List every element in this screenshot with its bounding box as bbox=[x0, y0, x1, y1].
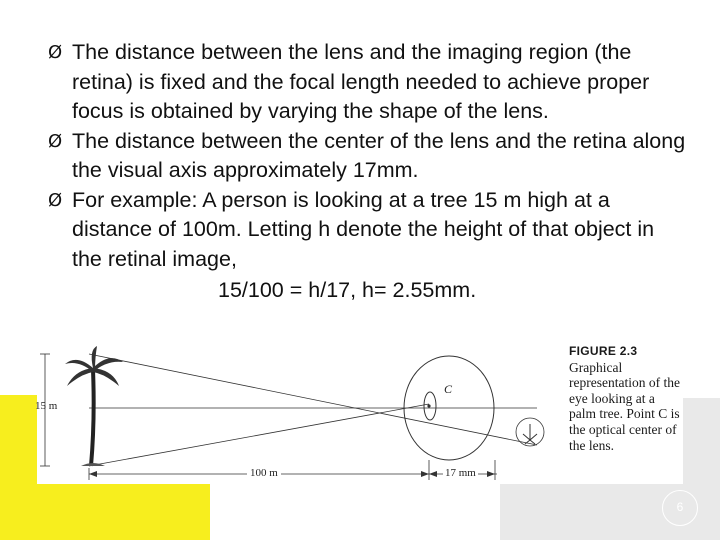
slide-body bbox=[48, 38, 688, 327]
arrow-bullet-icon: Ø bbox=[48, 130, 63, 152]
bullet-item bbox=[48, 127, 688, 186]
figure-panel bbox=[37, 340, 683, 484]
center-point-label: C bbox=[444, 382, 453, 396]
arrow-bullet-icon: Ø bbox=[48, 189, 63, 211]
inverted-tree-icon bbox=[523, 424, 537, 444]
focal-length-label: 17 mm bbox=[445, 467, 476, 479]
ray-bottom-line bbox=[89, 404, 429, 466]
bullet-item bbox=[48, 186, 688, 275]
distance-label: 100 m bbox=[247, 467, 281, 479]
figure-caption bbox=[569, 344, 683, 453]
ray-top-line bbox=[89, 354, 537, 445]
bullet-item bbox=[48, 38, 688, 127]
height-label: 15 m bbox=[35, 400, 58, 412]
palm-tree-icon bbox=[65, 346, 123, 466]
caption-text: Graphical representation of the eye looking at a palm tree. Point C is the optical center of the lens. bbox=[569, 359, 680, 453]
page-number-badge: 6 bbox=[662, 490, 698, 526]
bullet-text: The distance between the lens and the imaging region (the retina) is fixed and the focal length needed to achieve proper focus is obtained by varying the shape of the lens. bbox=[72, 40, 650, 123]
bullet-text: The distance between the center of the lens and the retina along the visual axis approximately 17mm. bbox=[72, 128, 686, 182]
caption-title: FIGURE 2.3 bbox=[569, 344, 638, 358]
formula: 15/100 = h/17, h= 2.55mm. bbox=[218, 278, 477, 302]
bullet-text: For example: A person is looking at a tree 15 m high at a distance of 100m. Letting h denote the height of that object in the retinal image, bbox=[72, 187, 655, 271]
arrow-bullet-icon: Ø bbox=[48, 42, 63, 63]
